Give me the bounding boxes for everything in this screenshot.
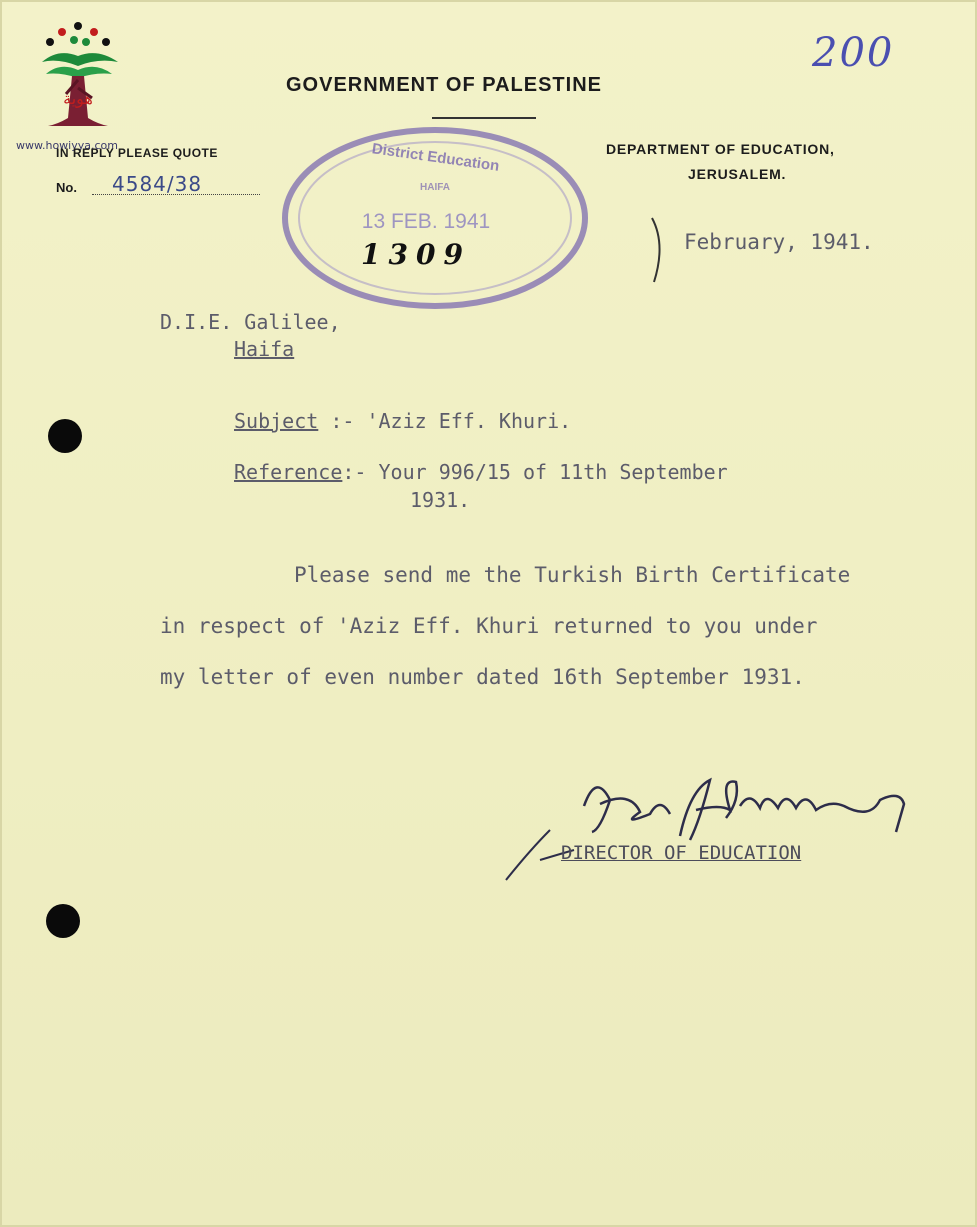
- body-line-1: Please send me the Turkish Birth Certificate: [294, 563, 851, 587]
- stamp-date: 13 FEB. 1941: [361, 210, 491, 233]
- addressee-title: D.I.E. Galilee,: [160, 310, 341, 334]
- stamp-office: District Education: [370, 140, 501, 175]
- department-city: JERUSALEM.: [688, 166, 787, 182]
- logo-figure: [58, 28, 66, 36]
- reference-text: :- Your 996/15 of 11th September: [342, 460, 728, 484]
- signatory-title: DIRECTOR OF EDUCATION: [561, 842, 802, 864]
- department-name: DEPARTMENT OF EDUCATION,: [606, 141, 835, 157]
- body-line-2: in respect of 'Aziz Eff. Khuri returned to you under: [160, 614, 818, 638]
- howiyya-logo: [28, 18, 128, 138]
- logo-figure: [46, 38, 54, 46]
- handwritten-page-number: 200: [812, 30, 895, 76]
- logo-figure: [82, 38, 90, 46]
- received-stamp: [276, 118, 594, 324]
- reference-no-value: 4584/38: [112, 172, 203, 196]
- reference-line: [234, 460, 728, 484]
- date-bracket-mark: [646, 214, 676, 286]
- addressee-city: Haifa: [234, 337, 295, 361]
- punch-hole: [48, 419, 82, 453]
- stamp-city: HAIFA: [420, 182, 450, 193]
- stamp-number: 1309: [361, 238, 471, 271]
- body-line-3: my letter of even number dated 16th September 1931.: [160, 665, 805, 689]
- logo-figure: [102, 38, 110, 46]
- subject-label: Subject: [234, 409, 319, 433]
- logo-figure: [70, 36, 78, 44]
- reference-no-label: No.: [56, 180, 77, 195]
- watermark-url[interactable]: www.howiyya.com: [16, 139, 118, 152]
- subject-text: :- 'Aziz Eff. Khuri.: [318, 409, 572, 433]
- handwritten-signature: [500, 760, 920, 900]
- logo-figure: [90, 28, 98, 36]
- punch-hole: [46, 904, 80, 938]
- logo-text: هوية: [63, 89, 93, 108]
- logo-figure: [74, 22, 82, 30]
- government-heading: GOVERNMENT OF PALESTINE: [286, 74, 602, 96]
- reference-continuation: 1931.: [410, 488, 471, 512]
- reply-quote-label: IN REPLY PLEASE QUOTE: [56, 146, 218, 160]
- subject-line: [234, 409, 571, 433]
- letter-date: February, 1941.: [684, 230, 874, 254]
- reference-label: Reference: [234, 460, 343, 484]
